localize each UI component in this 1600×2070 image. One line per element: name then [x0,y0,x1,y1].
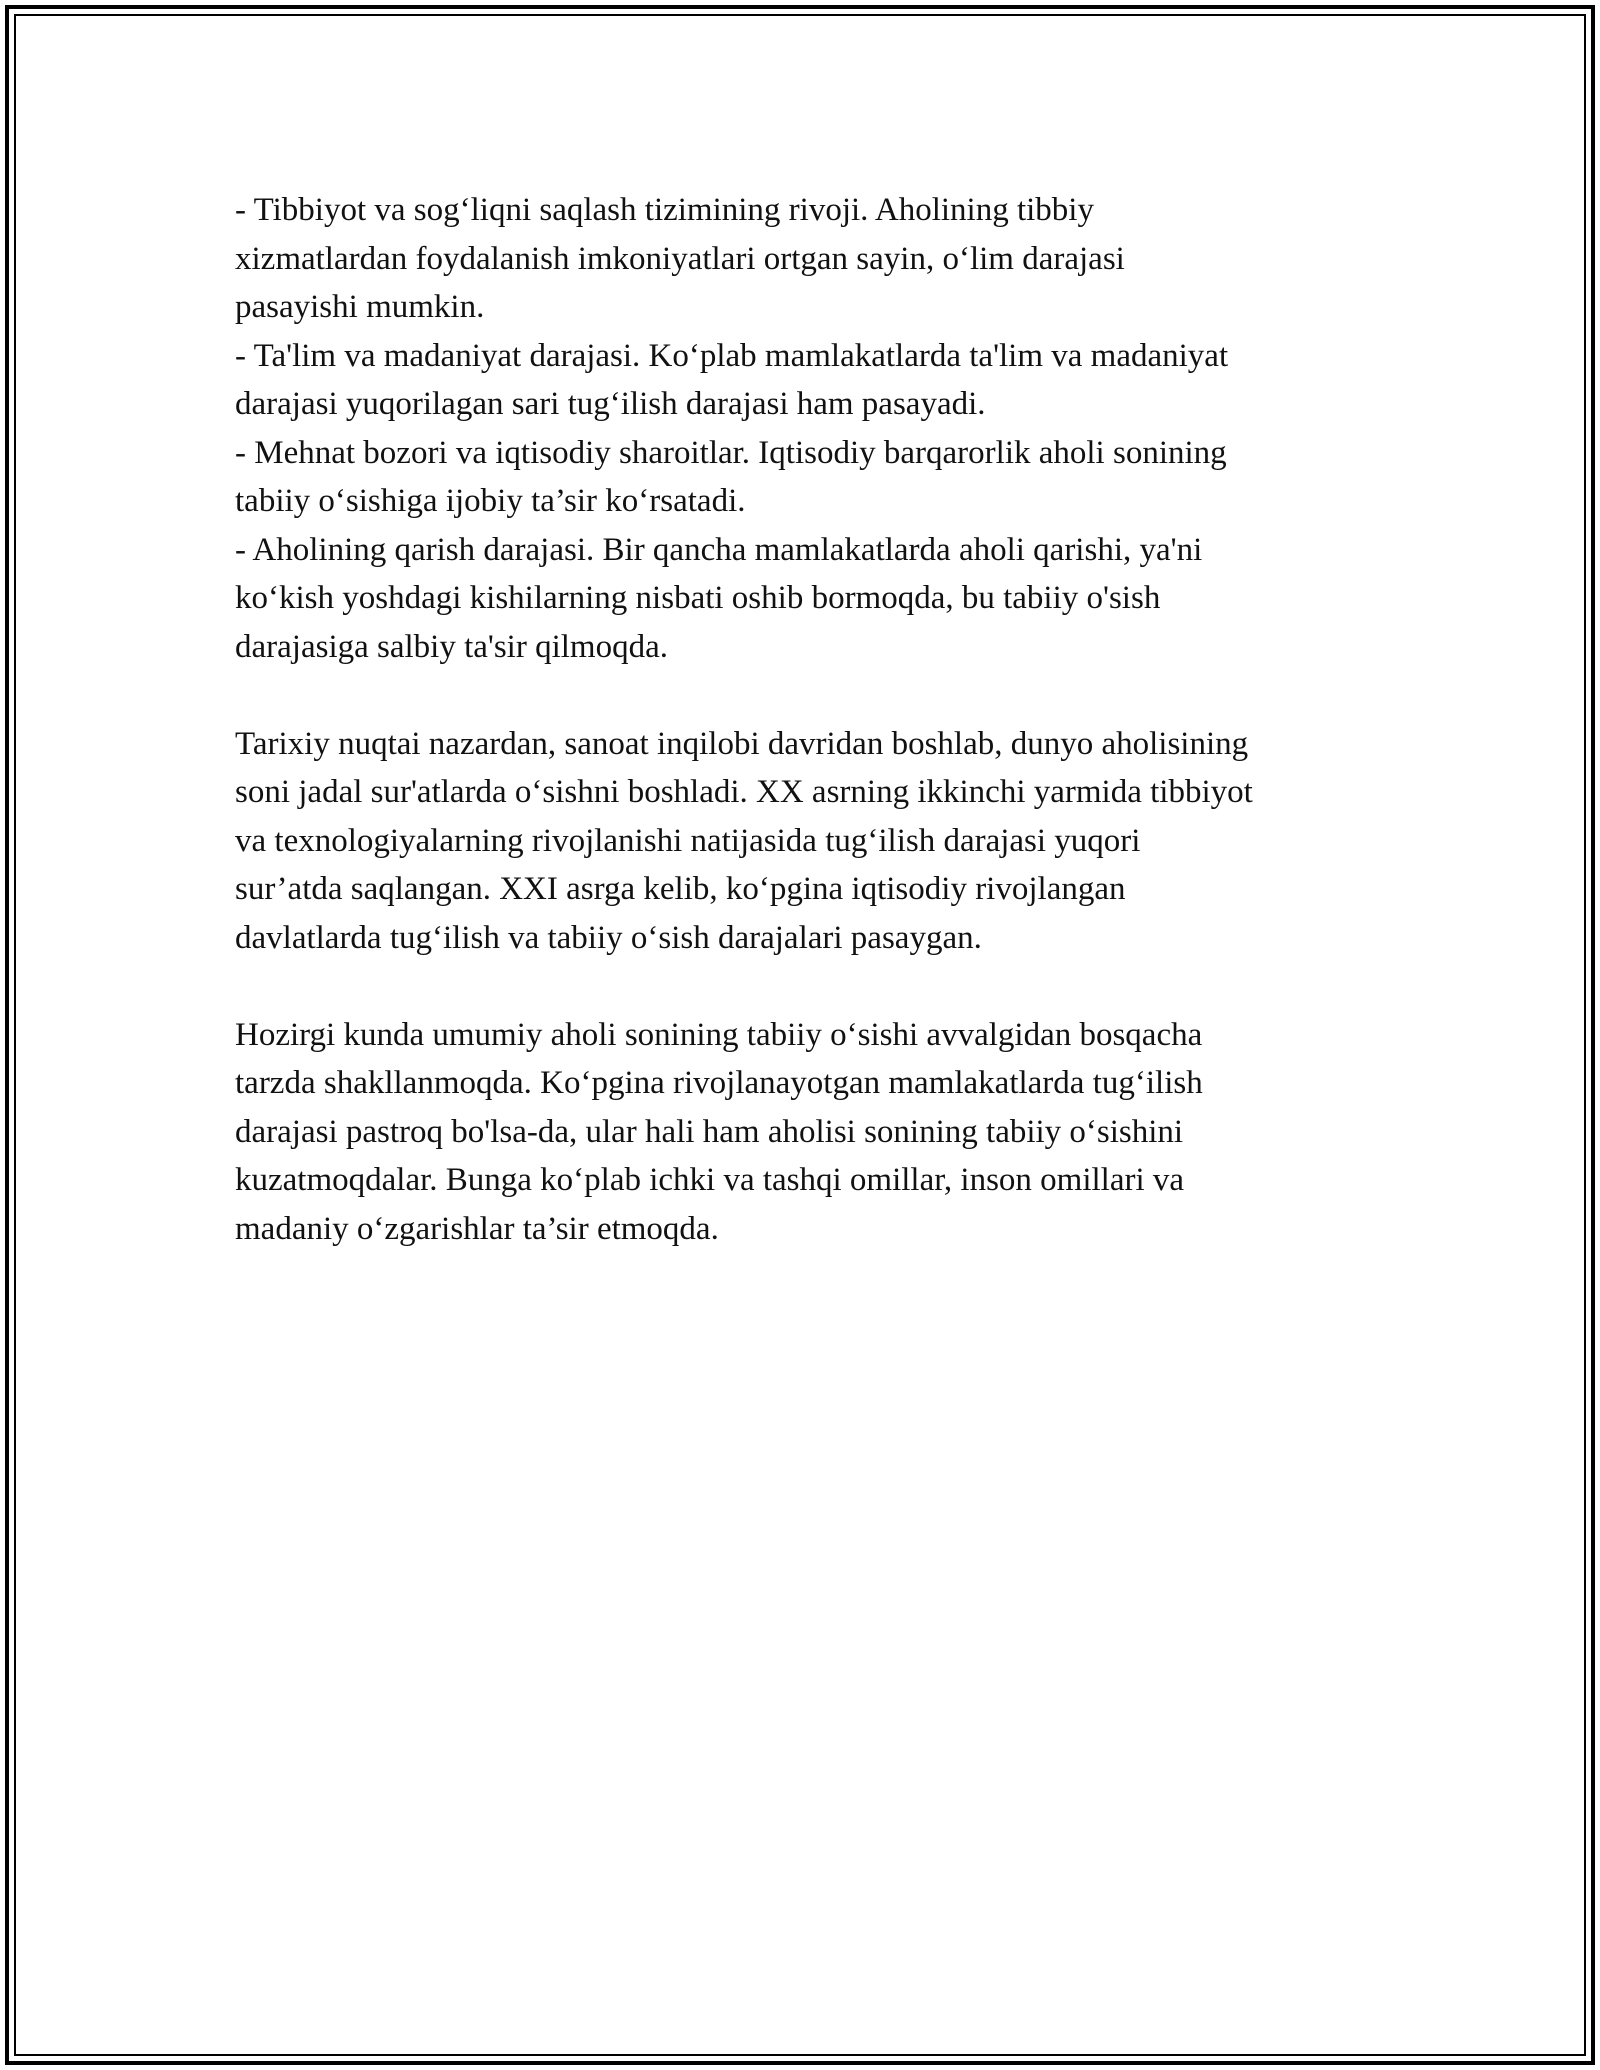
text-line: darajasiga salbiy ta'sir qilmoqda. [235,628,668,665]
text-line: tabiiy o‘sishiga ijobiy ta’sir ko‘rsatadi. [235,483,746,519]
text-line: pasayishi mumkin. [235,289,485,325]
text-line: - Aholining qarish darajasi. Bir qancha mamlakatlarda aholi qarishi, ya'ni [235,531,1203,568]
text-line: madaniy o‘zgarishlar ta’sir etmoqda. [235,1210,719,1247]
text-line: - Ta'lim va madaniyat darajasi. Ko‘plab mamlakatlarda ta'lim va madaniyat [235,337,1229,374]
text-line: davlatlarda tug‘ilish va tabiiy o‘sish darajalari pasaygan. [235,919,982,956]
text-line: sur’atda saqlangan. XXI asrga kelib, ko‘pgina iqtisodiy rivojlangan [235,871,1126,907]
text-line: - Mehnat bozori va iqtisodiy sharoitlar. Iqtisodiy barqarorlik aholi sonining [235,434,1227,471]
text-line: darajasi yuqorilagan sari tug‘ilish darajasi ham pasayadi. [235,386,986,422]
document-body [235,186,1395,1253]
text-line: Hozirgi kunda umumiy aholi sonining tabiiy o‘sishi avvalgidan bosqacha [235,1016,1203,1053]
paragraph-gap [235,962,1395,1011]
text-line: kuzatmoqdalar. Bunga ko‘plab ichki va tashqi omillar, inson omillari va [235,1162,1185,1198]
text-line: xizmatlardan foydalanish imkoniyatlari ortgan sayin, o‘lim darajasi [235,240,1125,277]
paragraph-gap [235,671,1395,720]
text-line: ko‘kish yoshdagi kishilarning nisbati oshib bormoqda, bu tabiiy o'sish [235,580,1161,616]
current-paragraph [235,1011,1395,1254]
text-line: Tarixiy nuqtai nazardan, sanoat inqilobi davridan boshlab, dunyo aholisining [235,725,1249,762]
text-line: soni jadal sur'atlarda o‘sishni boshladi. XX asrning ikkinchi yarmida tibbiyot [235,774,1253,810]
text-line: tarzda shakllanmoqda. Ko‘pgina rivojlanayotgan mamlakatlarda tug‘ilish [235,1065,1203,1101]
text-line: - Tibbiyot va sog‘liqni saqlash tizimining rivoji. Aholining tibbiy [235,192,1094,228]
historical-paragraph [235,720,1395,963]
text-line: va texnologiyalarning rivojlanishi natijasida tug‘ilish darajasi yuqori [235,822,1141,859]
factors-list [235,186,1395,671]
text-line: darajasi pastroq bo'lsa-da, ular hali ham aholisi sonining tabiiy o‘sishini [235,1113,1184,1150]
